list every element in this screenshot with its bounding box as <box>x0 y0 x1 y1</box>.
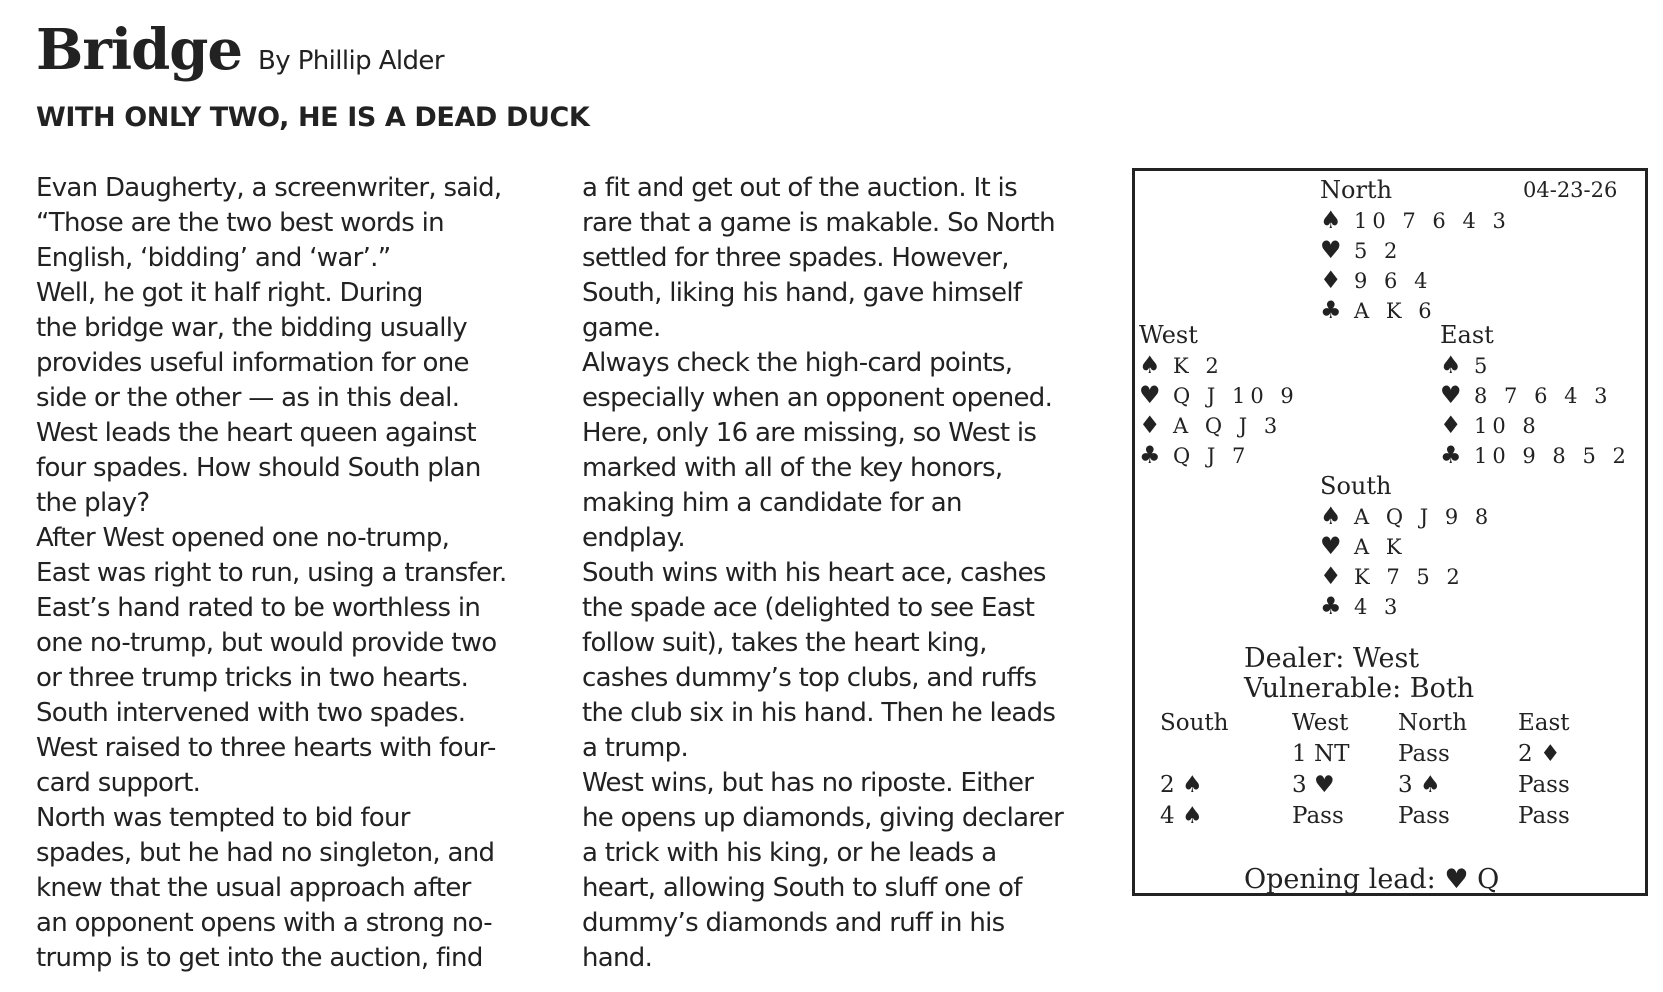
auction-bid: 3 ♥ <box>1292 772 1335 798</box>
article-line: English, ‘bidding’ and ‘war’.” <box>36 243 391 273</box>
south-clubs-cards: 4 3 <box>1354 595 1403 619</box>
east-spades-cards: 5 <box>1474 354 1493 378</box>
auction-bid: Pass <box>1398 803 1450 829</box>
west-diamonds <box>1139 411 1299 441</box>
article-line: West wins, but has no riposte. Either <box>582 768 1034 798</box>
article-line: the spade ace (delighted to see East <box>582 593 1035 623</box>
east-label: East <box>1440 321 1494 349</box>
article-line: hand. <box>582 943 653 973</box>
south-diamonds-cards: K 7 5 2 <box>1354 565 1465 589</box>
auction-bid: 1 NT <box>1292 741 1350 767</box>
opening-lead: Opening lead: ♥ Q <box>1244 864 1500 895</box>
article-line: spades, but he had no singleton, and <box>36 838 495 868</box>
article-line: South intervened with two spades. <box>36 698 466 728</box>
spade-icon: ♠ <box>1320 206 1342 234</box>
auction-bid: Pass <box>1518 803 1570 829</box>
article-line: South wins with his heart ace, cashes <box>582 558 1046 588</box>
north-hearts-cards: 5 2 <box>1354 239 1403 263</box>
west-hand <box>1139 351 1299 471</box>
east-hearts-cards: 8 7 6 4 3 <box>1474 384 1613 408</box>
club-icon: ♣ <box>1440 441 1462 469</box>
east-diamonds <box>1440 411 1631 441</box>
east-spades <box>1440 351 1631 381</box>
article-line: the bridge war, the bidding usually <box>36 313 467 343</box>
east-diamonds-cards: 10 8 <box>1474 414 1541 438</box>
west-hearts <box>1139 381 1299 411</box>
diamond-icon: ♦ <box>1440 411 1462 439</box>
east-hand <box>1440 351 1631 471</box>
dealer-info: Dealer: West <box>1244 643 1420 674</box>
south-hearts-cards: A K <box>1354 535 1407 559</box>
article-line: Here, only 16 are missing, so West is <box>582 418 1037 448</box>
byline: By Phillip Alder <box>258 46 444 76</box>
article-line: a trump. <box>582 733 689 763</box>
south-diamonds <box>1320 562 1493 592</box>
west-spades <box>1139 351 1299 381</box>
article-line: a fit and get out of the auction. It is <box>582 173 1017 203</box>
auction-header-south: South <box>1160 710 1229 736</box>
heart-icon: ♥ <box>1320 532 1342 560</box>
article-line: East’s hand rated to be worthless in <box>36 593 481 623</box>
article-line: provides useful information for one <box>36 348 469 378</box>
deal-date: 04-23-26 <box>1523 178 1618 202</box>
article-line: Always check the high-card points, <box>582 348 1013 378</box>
article-line: marked with all of the key honors, <box>582 453 1003 483</box>
article-line: or three trump tricks in two hearts. <box>36 663 469 693</box>
south-hand <box>1320 502 1493 622</box>
north-diamonds-cards: 9 6 4 <box>1354 269 1433 293</box>
south-spades-cards: A Q J 9 8 <box>1354 505 1494 529</box>
north-hand <box>1320 206 1511 326</box>
article-line: especially when an opponent opened. <box>582 383 1053 413</box>
club-icon: ♣ <box>1139 441 1161 469</box>
south-spades <box>1320 502 1493 532</box>
article-line: settled for three spades. However, <box>582 243 1009 273</box>
article-line: After West opened one no-trump, <box>36 523 450 553</box>
south-hearts <box>1320 532 1493 562</box>
west-diamonds-cards: A Q J 3 <box>1173 414 1283 438</box>
article-line: trump is to get into the auction, find <box>36 943 483 973</box>
east-clubs <box>1440 441 1631 471</box>
article-line: Evan Daugherty, a screenwriter, said, <box>36 173 502 203</box>
article-line: North was tempted to bid four <box>36 803 410 833</box>
auction-header-west: West <box>1292 710 1349 736</box>
article-line: endplay. <box>582 523 685 553</box>
south-label: South <box>1320 472 1392 500</box>
article-line: the play? <box>36 488 150 518</box>
article-line: heart, allowing South to sluff one of <box>582 873 1022 903</box>
article-line: side or the other — as in this deal. <box>36 383 460 413</box>
auction-bid: 2 ♠ <box>1160 772 1203 798</box>
auction-header-east: East <box>1518 710 1570 736</box>
west-hearts-cards: Q J 10 9 <box>1173 384 1299 408</box>
auction-bid: Pass <box>1518 772 1570 798</box>
article-line: follow suit), takes the heart king, <box>582 628 987 658</box>
column-title: Bridge <box>36 17 243 83</box>
article-line: game. <box>582 313 661 343</box>
north-clubs-cards: A K 6 <box>1354 299 1437 323</box>
west-clubs <box>1139 441 1299 471</box>
north-spades-cards: 10 7 6 4 3 <box>1354 209 1511 233</box>
spade-icon: ♠ <box>1440 351 1462 379</box>
auction-bid: 2 ♦ <box>1518 741 1561 767</box>
north-diamonds <box>1320 266 1511 296</box>
article-column-2 <box>582 171 1063 976</box>
heart-icon: ♥ <box>1139 381 1161 409</box>
north-hearts <box>1320 236 1511 266</box>
headline: WITH ONLY TWO, HE IS A DEAD DUCK <box>36 102 590 133</box>
north-label: North <box>1320 176 1393 204</box>
article-line: one no-trump, but would provide two <box>36 628 497 658</box>
diamond-icon: ♦ <box>1139 411 1161 439</box>
vulnerability-info: Vulnerable: Both <box>1244 673 1475 704</box>
west-clubs-cards: Q J 7 <box>1173 444 1251 468</box>
north-spades <box>1320 206 1511 236</box>
article-line: cashes dummy’s top clubs, and ruffs <box>582 663 1037 693</box>
article-line: a trick with his king, or he leads a <box>582 838 997 868</box>
club-icon: ♣ <box>1320 592 1342 620</box>
article-line: knew that the usual approach after <box>36 873 471 903</box>
east-clubs-cards: 10 9 8 5 2 <box>1474 444 1631 468</box>
article-line: “Those are the two best words in <box>36 208 444 238</box>
article-line: East was right to run, using a transfer. <box>36 558 507 588</box>
bridge-diagram <box>1132 168 1648 896</box>
auction-bid: 4 ♠ <box>1160 803 1203 829</box>
article-line: West leads the heart queen against <box>36 418 476 448</box>
auction-header-north: North <box>1398 710 1468 736</box>
club-icon: ♣ <box>1320 296 1342 324</box>
south-clubs <box>1320 592 1493 622</box>
auction-bid: 3 ♠ <box>1398 772 1441 798</box>
heart-icon: ♥ <box>1440 381 1462 409</box>
article-column-1 <box>36 171 507 976</box>
article-line: rare that a game is makable. So North <box>582 208 1055 238</box>
spade-icon: ♠ <box>1320 502 1342 530</box>
article-line: Well, he got it half right. During <box>36 278 423 308</box>
article-line: card support. <box>36 768 201 798</box>
article-line: dummy’s diamonds and ruff in his <box>582 908 1005 938</box>
east-hearts <box>1440 381 1631 411</box>
article-line: making him a candidate for an <box>582 488 962 518</box>
article-line: West raised to three hearts with four- <box>36 733 496 763</box>
article-line: the club six in his hand. Then he leads <box>582 698 1056 728</box>
article-line: he opens up diamonds, giving declarer <box>582 803 1064 833</box>
auction-bid: Pass <box>1292 803 1344 829</box>
diamond-icon: ♦ <box>1320 266 1342 294</box>
west-label: West <box>1139 321 1198 349</box>
auction-table <box>1160 708 1600 832</box>
article-line: an opponent opens with a strong no- <box>36 908 492 938</box>
west-spades-cards: K 2 <box>1173 354 1224 378</box>
spade-icon: ♠ <box>1139 351 1161 379</box>
diamond-icon: ♦ <box>1320 562 1342 590</box>
article-line: four spades. How should South plan <box>36 453 481 483</box>
article-line: South, liking his hand, gave himself <box>582 278 1022 308</box>
heart-icon: ♥ <box>1320 236 1342 264</box>
auction-bid: Pass <box>1398 741 1450 767</box>
